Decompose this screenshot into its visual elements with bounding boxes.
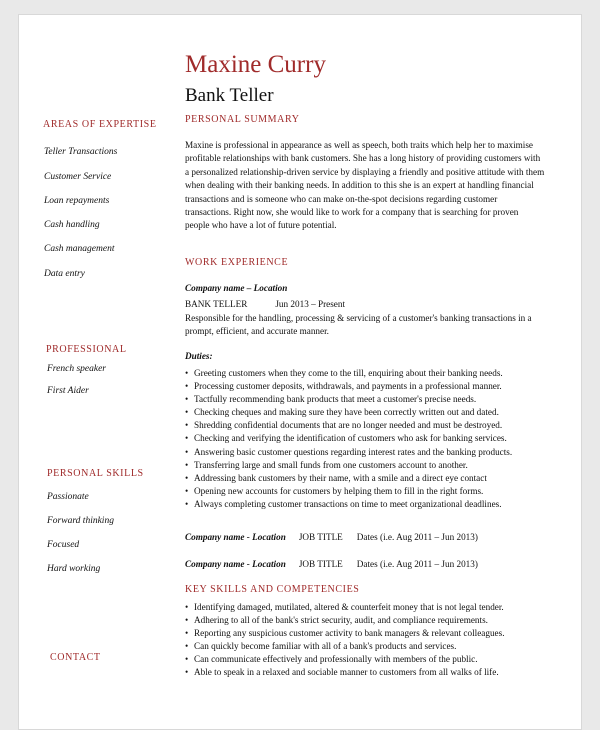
duty-item: • Opening new accounts for customers by helping them to fill in the right forms. (185, 485, 555, 498)
professional-heading: PROFESSIONAL (46, 344, 127, 355)
duty-item: • Checking cheques and making sure they have been correctly written out and dated. (185, 406, 555, 419)
professional-item: First Aider (47, 386, 89, 396)
expertise-item: Cash handling (44, 220, 100, 230)
other-job-line (185, 559, 478, 569)
sidebar (19, 15, 169, 729)
main-column (185, 15, 545, 729)
job-role-line (185, 299, 345, 309)
skills-heading: KEY SKILLS AND COMPETENCIES (185, 584, 360, 595)
other-job-company: Company name - Location (185, 559, 286, 569)
duty-item: • Addressing bank customers by their name, with a smile and a direct eye contact (185, 472, 555, 485)
candidate-title: Bank Teller (185, 85, 274, 106)
duty-item: • Shredding confidential documents that are no longer needed and must be destroyed. (185, 419, 555, 432)
duties-label: Duties: (185, 351, 213, 361)
skill-item: • Reporting any suspicious customer activity to bank managers & relevant colleagues. (185, 627, 555, 640)
company-name: Company name – Location (185, 283, 288, 293)
other-job-dates: Dates (i.e. Aug 2011 – Jun 2013) (356, 532, 478, 542)
duty-item: • Transferring large and small funds from one customers account to another. (185, 459, 555, 472)
expertise-item: Teller Transactions (44, 147, 118, 157)
job-role: BANK TELLER (185, 299, 248, 309)
personal-skills-heading: PERSONAL SKILLS (47, 468, 144, 479)
duty-item: • Checking and verifying the identification of customers who ask for banking services. (185, 432, 555, 445)
personal-skill-item: Focused (47, 540, 80, 550)
skills-list (185, 601, 555, 680)
personal-skill-item: Forward thinking (47, 516, 114, 526)
expertise-item: Cash management (44, 244, 115, 254)
personal-skill-item: Passionate (47, 492, 89, 502)
other-job-role: JOB TITLE (298, 532, 343, 542)
skill-item: • Able to speak in a relaxed and sociable manner to customers from all walks of life. (185, 666, 555, 679)
resume-page (18, 14, 582, 730)
professional-item: French speaker (47, 364, 106, 374)
duty-item: • Tactfully recommending bank products that meet a customer's precise needs. (185, 393, 555, 406)
duty-item: • Always completing customer transactions on time to meet organizational deadlines. (185, 498, 555, 511)
skill-item: • Identifying damaged, mutilated, altered & counterfeit money that is not legal tender. (185, 601, 555, 614)
duty-item: • Processing customer deposits, withdrawals, and payments in a professional manner. (185, 380, 555, 393)
expertise-item: Customer Service (44, 172, 112, 182)
duty-item: • Answering basic customer questions regarding interest rates and the banking products. (185, 446, 555, 459)
summary-heading: PERSONAL SUMMARY (185, 114, 300, 125)
other-job-role: JOB TITLE (298, 559, 343, 569)
other-job-company: Company name - Location (185, 532, 286, 542)
skill-item: • Adhering to all of the bank's strict security, audit, and compliance requirements. (185, 614, 555, 627)
expertise-item: Loan repayments (44, 196, 110, 206)
experience-heading: WORK EXPERIENCE (185, 257, 289, 268)
summary-text: Maxine is professional in appearance as well as speech, both traits which help her to maximise profitable relationships with bank customers. She has a long history of providing customers with a personalized relationship-driven service by displaying a friendly and positive attitude with them when dealing with their banking needs. In addition to this she is an expert at handling financial transactions and is someone who can make on-the-spot decisions regarding customer transactions. Right now, she would like to work for a company that is searching for proven people who have a lot of future potential. (185, 140, 545, 231)
duty-item: • Greeting customers when they come to the till, enquiring about their banking needs. (185, 367, 555, 380)
expertise-heading: AREAS OF EXPERTISE (43, 119, 157, 130)
skill-item: • Can communicate effectively and professionally with members of the public. (185, 653, 555, 666)
duties-list (185, 367, 555, 511)
candidate-name: Maxine Curry (185, 51, 326, 78)
other-job-line (185, 532, 478, 542)
skill-item: • Can quickly become familiar with all of a bank's products and services. (185, 640, 555, 653)
personal-skill-item: Hard working (47, 564, 101, 574)
other-job-dates: Dates (i.e. Aug 2011 – Jun 2013) (356, 559, 478, 569)
job-dates: Jun 2013 – Present (275, 299, 346, 309)
expertise-item: Data entry (44, 269, 85, 279)
job-description: Responsible for the handling, processing & servicing of a customer's banking transactions in a prompt, efficient, and accurate manner. (185, 313, 532, 337)
contact-heading: CONTACT (50, 652, 101, 663)
